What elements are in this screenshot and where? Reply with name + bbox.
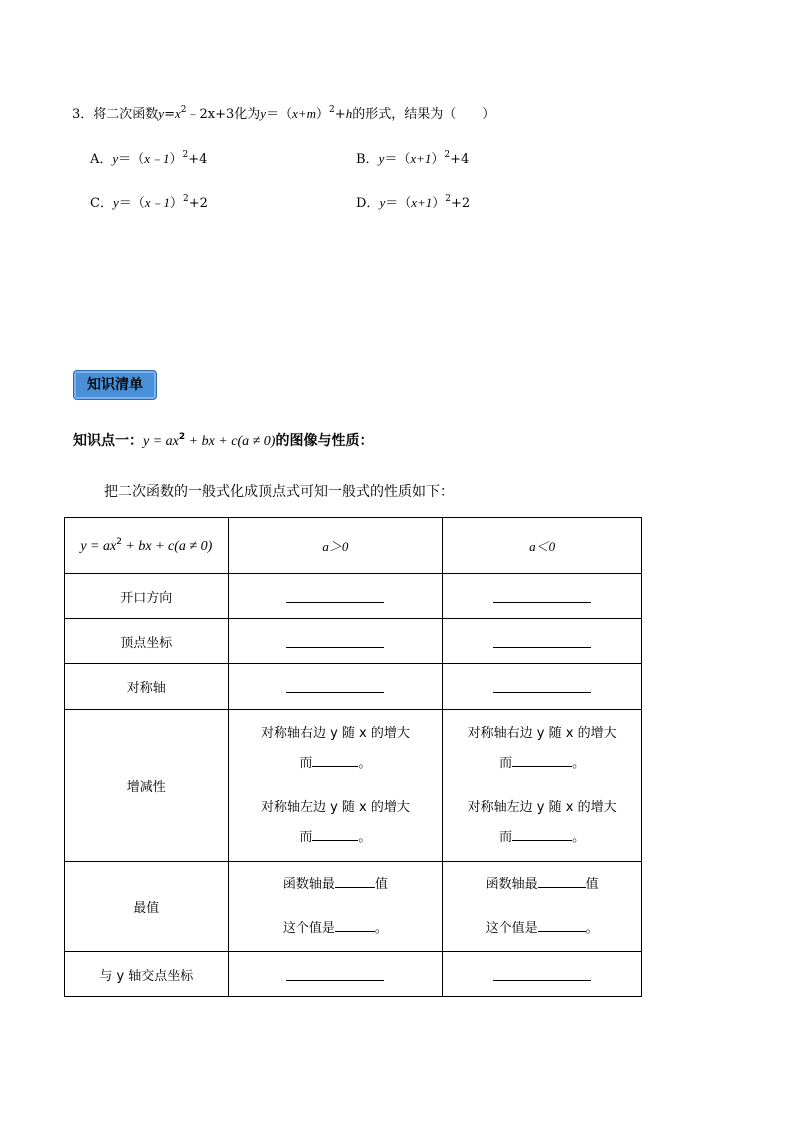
blank-opening-pos[interactable] [286,590,384,603]
blank-vertex-pos[interactable] [286,635,384,648]
row-label-axis: 对称轴 [65,664,229,710]
table-row: 最值 函数轴最 值 这个值是 。 函数轴最 值 这个值是 。 [65,862,642,952]
blank-axis-neg[interactable] [493,680,591,693]
blank-extreme-type-neg[interactable] [538,874,586,888]
blank-intercept-neg[interactable] [493,968,591,981]
row-label-extreme: 最值 [65,862,229,952]
blank-intercept-pos[interactable] [286,968,384,981]
question-number: 3． [72,107,94,122]
header-a-negative: a＜0 [443,518,642,574]
intro-text: 把二次函数的一般式化成顶点式可知一般式的性质如下： [104,484,454,500]
blank-right-neg[interactable] [512,753,572,767]
header-formula-cell: $y = ax^2$ + bx + c(a ≠ 0) [65,518,229,574]
blank-extreme-type-pos[interactable] [335,874,375,888]
knowledge-point-heading: 知识点一：$y = ax^2$ + bx + c(a ≠ 0)的图像与性质： [73,432,374,449]
table-row: 增减性 对称轴右边 y 随 x 的增大 而 。 对称轴左边 y 随 x 的增大 而 。 对称轴右边 y 随 x 的增大 而 。 对称轴左边 y 随 x 的增大 而 。 [65,710,642,862]
blank-vertex-neg[interactable] [493,635,591,648]
row-label-monotonic: 增减性 [65,710,229,862]
question-3: 3．将二次函数$y=x^2﹣2x+3$化为$y=(x+m)^2+h$的形式，结果为（ ） [72,105,496,122]
blank-extreme-value-pos[interactable] [335,918,375,932]
blank-opening-neg[interactable] [493,590,591,603]
blank-extreme-value-neg[interactable] [538,918,586,932]
header-a-positive: a＞0 [228,518,443,574]
table-row [65,574,642,619]
properties-table [64,517,642,997]
knowledge-list-badge: 知识清单 [73,370,157,400]
table-row [65,619,642,664]
blank-right-pos[interactable] [312,753,358,767]
table-row [65,952,642,997]
blank-left-neg[interactable] [512,827,572,841]
row-label-opening: 开口方向 [65,574,229,619]
option-c[interactable]: C．y＝（x﹣1）$^2$+2 [90,194,208,211]
row-label-y-intercept: 与 y 轴交点坐标 [65,952,229,997]
blank-axis-pos[interactable] [286,680,384,693]
table-row [65,664,642,710]
blank-left-pos[interactable] [312,827,358,841]
option-a[interactable]: A．y＝（x﹣1）$^2$+4 [90,150,208,167]
row-label-vertex: 顶点坐标 [65,619,229,664]
option-b[interactable]: B．$y=(x+1)^2+4$ [356,150,470,167]
table-header-row [65,518,642,574]
option-d[interactable]: D．$y=(x+1)^2+2$ [356,194,471,211]
